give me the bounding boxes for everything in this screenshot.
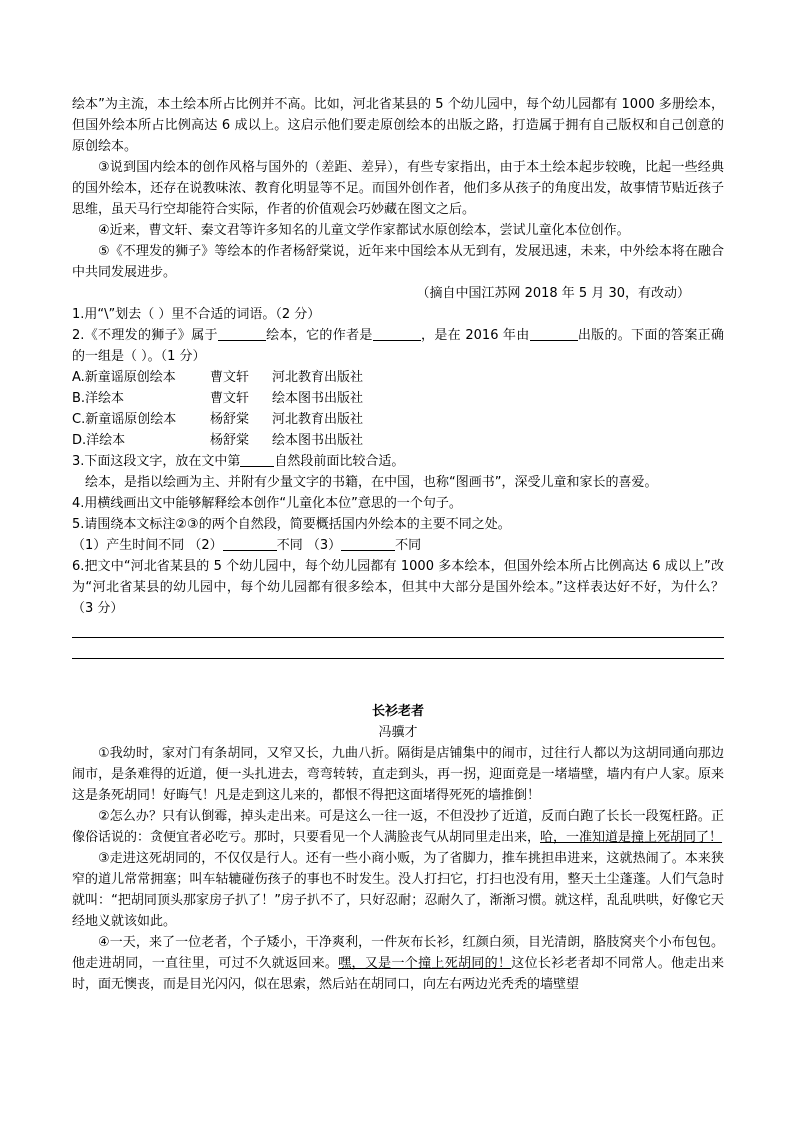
underlined-sentence-2: 嘿，又是一个撞上死胡同的！: [338, 956, 512, 971]
passage1-para-cont: 绘本”为主流，本土绘本所占比例并不高。比如，河北省某县的 5 个幼儿园中，每个幼儿园都有 1000 多册绘本，但国外绘本所占比例高达 6 成以上。这启示他们要走原创绘本的出版之路，打造属于拥有自己版权和自己创意的原创绘本。: [72, 97, 724, 154]
q2-blank-3[interactable]: [530, 326, 578, 341]
passage2-p2: ②怎么办？只有认倒霉，掉头走出来。可是这么一往一返，不但没抄了近道，反而白跑了长长一段冤枉路。正像俗话说的：贪便宜者必吃亏。那时，只要看见一个人满脸丧气从胡同里走出来，哈，一准知道是撞上死胡同了！: [72, 809, 724, 845]
q2-part-c: ，是在 2016 年由: [420, 328, 530, 343]
underlined-sentence-1: 哈，一准知道是撞上死胡同了！: [540, 830, 723, 845]
passage2-p1: ①我幼时，家对门有条胡同，又窄又长，九曲八折。隔街是店铺集中的闹市，过往行人都以为这胡同通向那边闹市，是条难得的近道，便一头扎进去，弯弯转转，直走到头，再一拐，迎面竟是一堵墙壁，墙内有户人家。原来这是条死胡同！好晦气！凡是走到这儿来的，都恨不得把这面堵得死死的墙推倒！: [72, 746, 724, 803]
passage1-para4: ④近来，曹文轩、秦文君等许多知名的儿童文学作家都试水原创绘本，尝试儿童化本位创作。: [98, 223, 630, 238]
passage1-para3: ③说到国内绘本的创作风格与国外的（差距、差异），有些专家指出，由于本土绘本起步较晚，比起一些经典的国外绘本，还存在说教味浓、教育化明显等不足。而国外创作者，他们多从孩子的角度出发，故事情节贴近孩子思维，虽天马行空却能符合实际，作者的价值观会巧妙藏在图文之后。: [72, 160, 724, 217]
q2-part-d: 出版的。下面的答案正确的一组是（ ）。（1 分）: [72, 328, 724, 364]
q2-option-a: A.新童谣原创绘本 曹文轩 河北教育出版社: [72, 370, 364, 385]
question-2: [72, 325, 724, 367]
passage2-p3: ③走进这死胡同的，不仅仅是行人。还有一些小商小贩，为了省脚力，推车挑担串进来，这就热闹了。本来狭窄的道儿常常拥塞；叫车轱辘碰伤孩子的事也不时发生。没人打扫它，打扫也没有用，整天土尘蓬蓬。人们气急时就叫：“把胡同顶头那家房子扒了！”房子扒不了，只好忍耐；忍耐久了，渐渐习惯。就这样，乱乱哄哄，好像它天经地义就该如此。: [72, 851, 724, 929]
passage2-title: 长衫老者: [371, 704, 424, 719]
question-1: 1.用“\”划去（ ）里不合适的词语。（2 分）: [72, 307, 321, 322]
q2-part-a: 2.《不理发的狮子》属于: [72, 328, 218, 343]
question-6: 6.把文中“河北省某县的 5 个幼儿园中，每个幼儿园都有 1000 多本绘本，但国外绘本所占比例高达 6 成以上”改为“河北省某县的幼儿园中，每个幼儿园都有很多绘本，但其中大部分是国外绘本。”这样表达好不好，为什么？（3 分）: [72, 559, 724, 616]
passage1-para5: ⑤《不理发的狮子》等绘本的作者杨舒棠说，近年来中国绘本从无到有，发展迅速，未来，中外绘本将在融合中共同发展进步。: [72, 244, 724, 280]
q3-blank[interactable]: [240, 452, 274, 467]
q2-blank-1[interactable]: [218, 326, 266, 341]
q5-blank-2[interactable]: [223, 536, 277, 551]
q2-option-d: D.洋绘本 杨舒棠 绘本图书出版社: [72, 433, 364, 448]
answer-line-2[interactable]: [72, 658, 724, 659]
q5-blank-3[interactable]: [341, 536, 395, 551]
question-4: 4.用横线画出文中能够解释绘本创作“儿童化本位”意思的一个句子。: [72, 496, 462, 511]
q5-answers: （1）产生时间不同 （2） 不同 （3） 不同: [72, 538, 422, 553]
q3-quote: 绘本，是指以绘画为主、并附有少量文字的书籍，在中国，也称“图画书”，深受儿童和家长的喜爱。: [85, 475, 658, 490]
page: [72, 94, 724, 995]
q2-blank-2[interactable]: [373, 326, 421, 341]
question-3: 3.下面这段文字，放在文中第 自然段前面比较合适。: [72, 454, 405, 469]
passage2-author: 冯骥才: [378, 725, 418, 740]
passage1-source: （摘自中国江苏网 2018 年 5 月 30，有改动）: [416, 286, 690, 301]
passage2-p4: ④一天，来了一位老者，个子矮小，干净爽利，一件灰布长衫，红颜白须，目光清朗，胳肢窝夹个小布包包。他走进胡同，一直往里，可过不久就返回来。嘿，又是一个撞上死胡同的！这位长衫老者却不同常人。他走出来时，面无懊丧，而是目光闪闪，似在思索，然后站在胡同口，向左右两边光秃秃的墙壁望: [72, 935, 724, 992]
q2-option-c: C.新童谣原创绘本 杨舒棠 河北教育出版社: [72, 412, 364, 427]
q2-part-b: 绘本，它的作者是: [265, 328, 373, 343]
question-5: 5.请围绕本文标注②③的两个自然段，简要概括国内外绘本的主要不同之处。: [72, 517, 511, 532]
q2-option-b: B.洋绘本 曹文轩 绘本图书出版社: [72, 391, 364, 406]
